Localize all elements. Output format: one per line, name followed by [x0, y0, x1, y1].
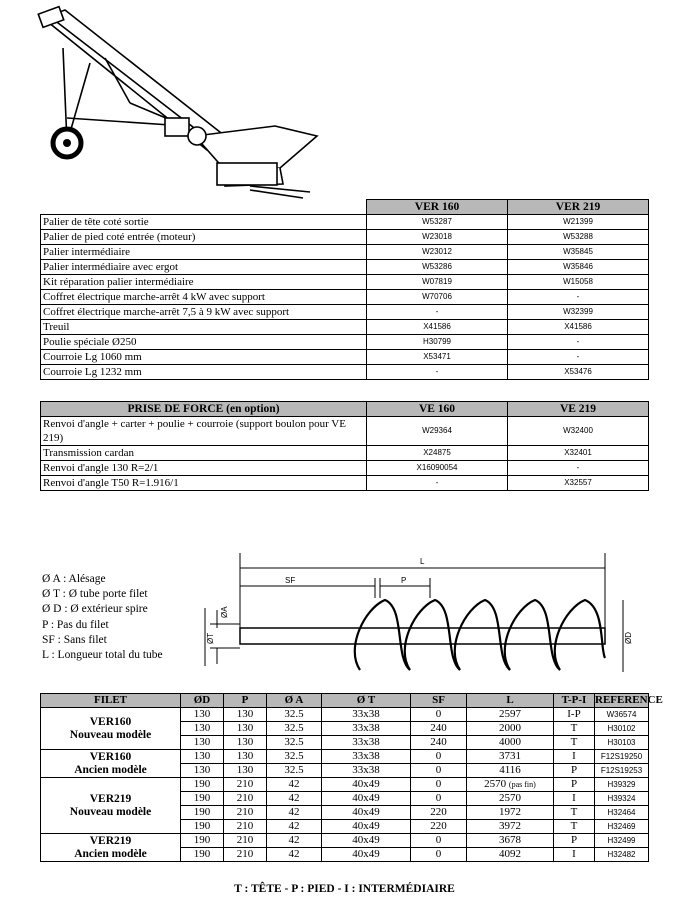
- cell-value: 190: [193, 820, 211, 832]
- part-ref-a: W23018: [367, 230, 508, 245]
- filet-cell: [267, 792, 322, 806]
- cell-value: 40x49: [352, 792, 380, 804]
- cell-value: 190: [193, 848, 211, 860]
- filet-cell: [267, 778, 322, 792]
- filet-cell: [467, 834, 554, 848]
- legend-item: L : Longueur total du tube: [42, 649, 163, 662]
- filet-cell: [595, 736, 649, 750]
- cell-value: 130: [193, 736, 211, 748]
- dim-label-sf: SF: [285, 576, 296, 585]
- part-label: Courroie Lg 1060 mm: [41, 350, 367, 365]
- cell-value: 210: [236, 792, 254, 804]
- part-label: Palier de pied coté entrée (moteur): [41, 230, 367, 245]
- filet-cell: [554, 834, 595, 848]
- cell-value: 130: [236, 736, 254, 748]
- part-ref-b: X32401: [508, 446, 649, 461]
- cell-value: 240: [430, 722, 447, 734]
- legend-footer: T : TÊTE - P : PIED - I : INTERMÉDIAIRE: [234, 883, 455, 895]
- part-ref-a: W23012: [367, 245, 508, 260]
- cell-value: 4116: [499, 764, 521, 776]
- part-label: Renvoi d'angle 130 R=2/1: [41, 461, 367, 476]
- dim-label-t: ØT: [206, 632, 215, 644]
- table-row: [41, 260, 649, 275]
- cell-value: 42: [288, 806, 300, 818]
- cell-value: H32464: [607, 808, 636, 817]
- cell-value: I-P: [567, 708, 581, 720]
- cell-value: H30103: [607, 738, 636, 747]
- table-row: [41, 708, 649, 722]
- filet-cell: [411, 708, 467, 722]
- filet-cell: [411, 778, 467, 792]
- cell-value: 0: [435, 764, 442, 776]
- cell-value: 42: [288, 778, 300, 790]
- cell-value: 210: [236, 778, 254, 790]
- filet-cell: [554, 764, 595, 778]
- part-ref-b: W35846: [508, 260, 649, 275]
- cell-value: 3731: [499, 750, 521, 762]
- table-row: [41, 275, 649, 290]
- part-ref-a: W53286: [367, 260, 508, 275]
- part-ref-a: X53471: [367, 350, 508, 365]
- model-group-label: [41, 750, 181, 778]
- filet-cell: [411, 834, 467, 848]
- part-label: Coffret électrique marche-arrêt 4 kW avec support: [41, 290, 367, 305]
- filet-cell: [554, 806, 595, 820]
- part-label: Poulie spéciale Ø250: [41, 335, 367, 350]
- filet-header: Ø T: [322, 694, 411, 708]
- filet-cell: [267, 764, 322, 778]
- filet-cell: [554, 736, 595, 750]
- cell-value: H39329: [607, 780, 636, 789]
- cell-value: 42: [288, 834, 300, 846]
- model-name: VER219: [89, 792, 132, 805]
- legend-item: SF : Sans filet: [42, 633, 107, 646]
- cell-value: 2570: [499, 792, 521, 804]
- dim-label-d: ØD: [624, 632, 633, 644]
- cell-value: H32499: [607, 836, 636, 845]
- part-ref-a: H30799: [367, 335, 508, 350]
- cell-value: 33x38: [352, 722, 380, 734]
- part-ref-b: W21399: [508, 215, 649, 230]
- filet-cell: [224, 834, 267, 848]
- table-row: [41, 290, 649, 305]
- dimension-legend: [42, 572, 163, 663]
- table-row: [41, 461, 649, 476]
- part-ref-b: W53288: [508, 230, 649, 245]
- dim-label-l: L: [420, 557, 425, 566]
- filet-cell: [411, 792, 467, 806]
- cell-value: 0: [435, 848, 442, 860]
- cell-value: P: [570, 764, 578, 776]
- header-ver160: VER 160: [367, 200, 508, 215]
- cell-value: 33x38: [352, 750, 380, 762]
- filet-cell: [267, 750, 322, 764]
- table-row: [41, 215, 649, 230]
- cell-value: 210: [236, 806, 254, 818]
- part-label: Coffret électrique marche-arrêt 7,5 à 9 kW avec support: [41, 305, 367, 320]
- filet-cell: [181, 708, 224, 722]
- filet-cell: [322, 722, 411, 736]
- table-row: [41, 750, 649, 764]
- cell-value: 40x49: [352, 834, 380, 846]
- part-ref-a: W70706: [367, 290, 508, 305]
- part-label: Palier intermédiaire avec ergot: [41, 260, 367, 275]
- part-ref-a: X16090054: [367, 461, 508, 476]
- filet-cell: [322, 834, 411, 848]
- table-row: [41, 778, 649, 792]
- filet-cell: [224, 708, 267, 722]
- filet-cell: [322, 764, 411, 778]
- cell-value: H32469: [607, 822, 636, 831]
- filet-cell: [411, 806, 467, 820]
- filet-cell: [224, 820, 267, 834]
- cell-value: 0: [435, 834, 442, 846]
- part-ref-a: -: [367, 365, 508, 380]
- part-ref-a: W53287: [367, 215, 508, 230]
- filet-cell: [224, 778, 267, 792]
- filet-cell: [224, 764, 267, 778]
- header-blank: [41, 200, 367, 215]
- part-label: Kit réparation palier intermédiaire: [41, 275, 367, 290]
- table-row: [41, 476, 649, 491]
- cell-value: 130: [236, 750, 254, 762]
- filet-cell: [224, 792, 267, 806]
- model-group-label: [41, 708, 181, 750]
- filet-cell: [322, 736, 411, 750]
- filet-cell: [267, 708, 322, 722]
- cell-value: P: [570, 834, 578, 846]
- filet-cell: [322, 778, 411, 792]
- filet-cell: [181, 820, 224, 834]
- cell-value: 32.5: [284, 708, 304, 720]
- part-ref-b: W15058: [508, 275, 649, 290]
- part-ref-a: W29364: [367, 417, 508, 446]
- cell-value: 0: [435, 708, 442, 720]
- cell-value: T: [570, 820, 578, 832]
- part-ref-a: W07819: [367, 275, 508, 290]
- table-row: [41, 320, 649, 335]
- filet-cell: [181, 736, 224, 750]
- cell-value: 42: [288, 820, 300, 832]
- filet-cell: [595, 778, 649, 792]
- model-name: VER160: [89, 715, 132, 728]
- part-ref-b: W32400: [508, 417, 649, 446]
- filet-cell: [181, 722, 224, 736]
- part-label: Transmission cardan: [41, 446, 367, 461]
- filet-header: P: [224, 694, 267, 708]
- cell-value: 190: [193, 806, 211, 818]
- part-ref-b: X53476: [508, 365, 649, 380]
- parts-table-ver: [40, 199, 649, 380]
- auger-machine-illustration: [35, 8, 325, 203]
- cell-value: 130: [236, 764, 254, 776]
- cell-value: H39324: [607, 794, 636, 803]
- cell-value: 210: [236, 820, 254, 832]
- cell-value: F12S19253: [600, 766, 643, 775]
- filet-table: [40, 693, 663, 862]
- filet-cell: [554, 820, 595, 834]
- filet-cell: [267, 736, 322, 750]
- legend-item: Ø T : Ø tube porte filet: [42, 588, 148, 601]
- cell-value: 40x49: [352, 848, 380, 860]
- filet-cell: [595, 722, 649, 736]
- cell-value: 220: [430, 806, 447, 818]
- filet-cell: [467, 806, 554, 820]
- filet-cell: [411, 736, 467, 750]
- filet-header: L: [467, 694, 554, 708]
- filet-cell: [181, 750, 224, 764]
- cell-value: 3678: [499, 834, 521, 846]
- cell-value: 2000: [499, 722, 521, 734]
- part-label: Renvoi d'angle + carter + poulie + courroie (support boulon pour VE 219): [41, 417, 367, 446]
- header-ver219: VER 219: [508, 200, 649, 215]
- filet-header: T-P-I: [554, 694, 595, 708]
- filet-header: ØD: [181, 694, 224, 708]
- filet-cell: [554, 708, 595, 722]
- filet-cell: [181, 764, 224, 778]
- filet-header: FILET: [41, 694, 181, 708]
- filet-cell: [595, 750, 649, 764]
- part-ref-b: -: [508, 290, 649, 305]
- cell-value: P: [570, 778, 578, 790]
- model-name: VER219: [89, 834, 132, 847]
- cell-value: I: [572, 848, 576, 860]
- filet-cell: [595, 708, 649, 722]
- cell-value: 3972: [499, 820, 521, 832]
- table-row: [41, 230, 649, 245]
- part-ref-b: W32399: [508, 305, 649, 320]
- part-label: Courroie Lg 1232 mm: [41, 365, 367, 380]
- model-group-label: [41, 834, 181, 862]
- cell-value: H32482: [607, 850, 636, 859]
- filet-cell: [554, 722, 595, 736]
- cell-value: I: [572, 750, 576, 762]
- filet-cell: [595, 792, 649, 806]
- cell-value: 130: [193, 750, 211, 762]
- filet-cell: [595, 848, 649, 862]
- pto-table: [40, 401, 649, 491]
- cell-value: 32.5: [284, 736, 304, 748]
- part-label: Palier de tête coté sortie: [41, 215, 367, 230]
- filet-cell: [181, 834, 224, 848]
- model-version: Nouveau modèle: [69, 728, 152, 741]
- filet-cell: [467, 708, 554, 722]
- cell-value: 130: [193, 722, 211, 734]
- part-ref-a: X24875: [367, 446, 508, 461]
- dim-label-p: P: [401, 576, 407, 585]
- cell-value: 42: [288, 848, 300, 860]
- filet-header: Ø A: [267, 694, 322, 708]
- filet-cell: [554, 778, 595, 792]
- legend-item: P : Pas du filet: [42, 618, 109, 631]
- cell-value: 32.5: [284, 722, 304, 734]
- part-ref-a: -: [367, 476, 508, 491]
- cell-value: 40x49: [352, 806, 380, 818]
- cell-value: 33x38: [352, 764, 380, 776]
- cell-value: 240: [430, 736, 447, 748]
- filet-cell: [595, 806, 649, 820]
- part-ref-a: X41586: [367, 320, 508, 335]
- filet-cell: [267, 848, 322, 862]
- filet-cell: [181, 778, 224, 792]
- filet-header: SF: [411, 694, 467, 708]
- filet-cell: [554, 792, 595, 806]
- cell-value: I: [572, 792, 576, 804]
- filet-cell: [322, 806, 411, 820]
- filet-cell: [554, 848, 595, 862]
- filet-cell: [467, 736, 554, 750]
- cell-value: W36574: [606, 710, 637, 719]
- part-ref-b: W35845: [508, 245, 649, 260]
- filet-cell: [411, 848, 467, 862]
- part-ref-b: -: [508, 335, 649, 350]
- cell-value: 32.5: [284, 764, 304, 776]
- filet-cell: [411, 764, 467, 778]
- cell-value: 0: [435, 750, 442, 762]
- filet-cell: [467, 820, 554, 834]
- part-ref-a: -: [367, 305, 508, 320]
- filet-cell: [467, 750, 554, 764]
- cell-value: 130: [193, 708, 211, 720]
- cell-value: T: [570, 806, 578, 818]
- header-pto: PRISE DE FORCE (en option): [41, 402, 367, 417]
- filet-cell: [322, 750, 411, 764]
- cell-value: 33x38: [352, 708, 380, 720]
- cell-value: 220: [430, 820, 447, 832]
- table-row: [41, 335, 649, 350]
- filet-cell: [411, 722, 467, 736]
- table-row: [41, 350, 649, 365]
- cell-value: 210: [236, 834, 254, 846]
- model-version: Ancien modèle: [74, 847, 147, 860]
- part-ref-b: -: [508, 350, 649, 365]
- filet-cell: [467, 778, 554, 792]
- filet-cell: [224, 848, 267, 862]
- filet-cell: [224, 750, 267, 764]
- cell-value: 130: [193, 764, 211, 776]
- cell-value: 4000: [499, 736, 521, 748]
- filet-cell: [467, 764, 554, 778]
- table-row: [41, 834, 649, 848]
- cell-value: 190: [193, 792, 211, 804]
- part-ref-b: X41586: [508, 320, 649, 335]
- cell-value: 32.5: [284, 750, 304, 762]
- cell-value: 190: [193, 778, 211, 790]
- cell-value: F12S19250: [600, 752, 643, 761]
- filet-cell: [267, 722, 322, 736]
- filet-cell: [322, 848, 411, 862]
- cell-value: 42: [288, 792, 300, 804]
- part-ref-b: X32557: [508, 476, 649, 491]
- cell-value: 0: [435, 792, 442, 804]
- filet-cell: [181, 792, 224, 806]
- cell-value: 130: [236, 708, 254, 720]
- cell-value: 0: [435, 778, 442, 790]
- legend-item: Ø D : Ø extérieur spire: [42, 603, 148, 616]
- filet-cell: [267, 834, 322, 848]
- filet-cell: [181, 806, 224, 820]
- header-ve160: VE 160: [367, 402, 508, 417]
- filet-cell: [181, 848, 224, 862]
- auger-screw-diagram: [195, 548, 635, 678]
- filet-cell: [224, 736, 267, 750]
- cell-value: 210: [236, 848, 254, 860]
- cell-value: T: [570, 736, 578, 748]
- table-row: [41, 446, 649, 461]
- filet-cell: [411, 750, 467, 764]
- cell-value: T: [570, 722, 578, 734]
- dim-label-a: ØA: [220, 606, 229, 618]
- cell-value: H30102: [607, 724, 636, 733]
- filet-cell: [411, 820, 467, 834]
- filet-cell: [322, 792, 411, 806]
- cell-value: 130: [236, 722, 254, 734]
- filet-cell: [554, 750, 595, 764]
- table-row: [41, 305, 649, 320]
- model-version: Nouveau modèle: [69, 805, 152, 818]
- cell-value: 2597: [499, 708, 521, 720]
- filet-cell: [467, 792, 554, 806]
- pas-fin-note: (pas fin): [508, 780, 536, 789]
- table-row: [41, 417, 649, 446]
- part-label: Treuil: [41, 320, 367, 335]
- cell-value: 40x49: [352, 778, 380, 790]
- filet-cell: [595, 820, 649, 834]
- model-group-label: [41, 778, 181, 834]
- cell-value: 1972: [499, 806, 521, 818]
- filet-cell: [467, 722, 554, 736]
- legend-item: Ø A : Alésage: [42, 573, 106, 585]
- filet-cell: [267, 820, 322, 834]
- filet-cell: [224, 722, 267, 736]
- filet-cell: [322, 708, 411, 722]
- filet-cell: [467, 848, 554, 862]
- filet-cell: [267, 806, 322, 820]
- cell-value: 4092: [499, 848, 521, 860]
- filet-cell: [224, 806, 267, 820]
- header-ve219: VE 219: [508, 402, 649, 417]
- part-ref-b: -: [508, 461, 649, 476]
- model-version: Ancien modèle: [74, 763, 147, 776]
- filet-cell: [322, 820, 411, 834]
- table-row: [41, 245, 649, 260]
- cell-value: 33x38: [352, 736, 380, 748]
- part-label: Palier intermédiaire: [41, 245, 367, 260]
- filet-cell: [595, 834, 649, 848]
- cell-value: 40x49: [352, 820, 380, 832]
- part-label: Renvoi d'angle T50 R=1.916/1: [41, 476, 367, 491]
- cell-value: 190: [193, 834, 211, 846]
- table-row: [41, 365, 649, 380]
- filet-header: REFERENCE: [595, 694, 663, 706]
- filet-cell: [595, 764, 649, 778]
- cell-value: 2570: [484, 778, 507, 790]
- model-name: VER160: [89, 750, 132, 763]
